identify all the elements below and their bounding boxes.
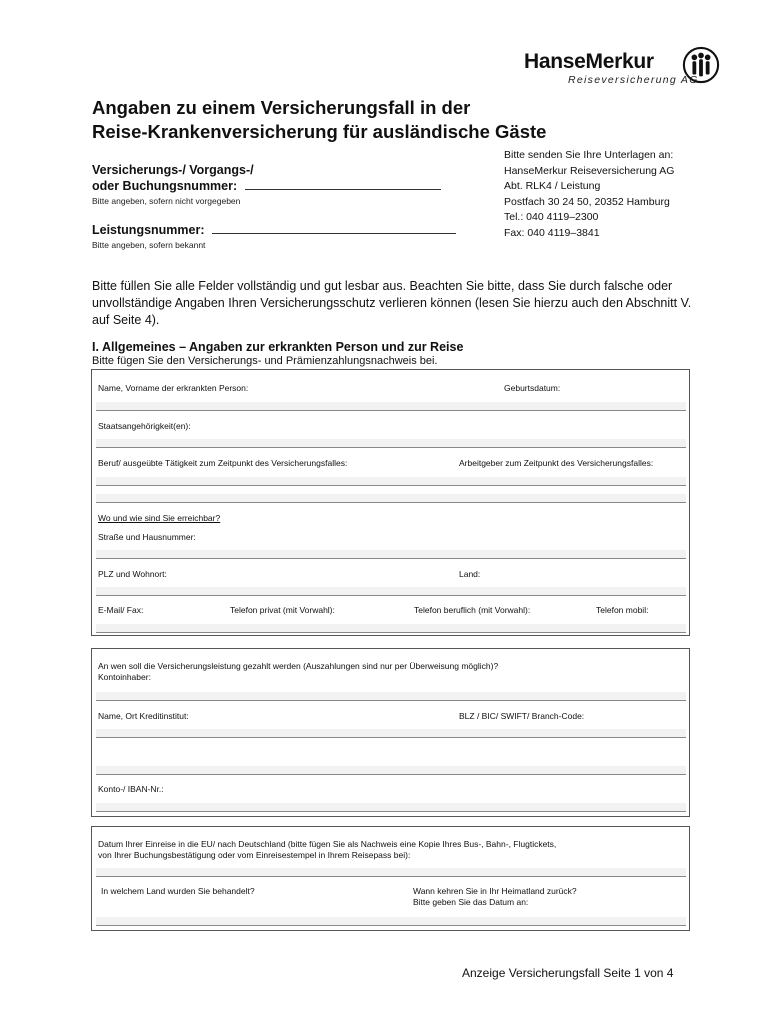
logo-name: HanseMerkur (524, 50, 654, 73)
zip-city-field[interactable] (96, 587, 686, 596)
employer-field[interactable] (96, 494, 686, 503)
street-field[interactable] (96, 550, 686, 559)
treatment-country-label: In welchem Land wurden Sie behandelt? (101, 886, 255, 896)
blz-field[interactable] (96, 766, 686, 775)
email-fax-label: E-Mail/ Fax: (98, 605, 144, 615)
employer-label: Arbeitgeber zum Zeitpunkt des Versicherungsfalles: (459, 458, 654, 468)
street-label: Straße und Hausnummer: (98, 532, 196, 542)
bank-label: Name, Ort Kreditinstitut: (98, 711, 189, 721)
zip-city-label: PLZ und Wohnort: (98, 569, 167, 579)
treatment-return-field[interactable] (96, 917, 686, 926)
name-label: Name, Vorname der erkrankten Person: (98, 383, 249, 393)
section-heading: I. Allgemeines – Angaben zur erkrankten Person und zur Reise (92, 340, 464, 354)
return-date-label-2: Bitte geben Sie das Datum an: (413, 897, 529, 907)
policy-number-row (92, 178, 472, 194)
postal-address: Bitte senden Sie Ihre Unterlagen an: HanseMerkur Reiseversicherung AG Abt. RLK4 / Leistung Postfach 30 24 50, 20352 Hamburg Tel.: 040 4119–2300 Fax: 040 4119–3841 (504, 149, 675, 239)
name-field[interactable] (96, 402, 686, 411)
return-date-label-1: Wann kehren Sie in Ihr Heimatland zurück? (413, 886, 577, 896)
country-label: Land: (459, 569, 481, 579)
entry-date-field[interactable] (96, 868, 686, 877)
account-holder-field[interactable] (96, 692, 686, 701)
phone-mobile-label: Telefon mobil: (596, 605, 649, 615)
policy-number-label-1: Versicherungs-/ Vorgangs-/ (92, 163, 254, 177)
service-number-field[interactable] (212, 223, 456, 234)
entry-date-label-1: Datum Ihrer Einreise in die EU/ nach Deutschland (bitte fügen Sie als Nachweis eine Kopie Ihres Bus-, Bahn-, Flugtickets, (98, 839, 557, 849)
job-label: Beruf/ ausgeübte Tätigkeit zum Zeitpunkt des Versicherungsfalles: (98, 458, 348, 468)
entry-date-label-2: von Ihrer Buchungsbestätigung oder vom Einreisestempel in Ihrem Reisepass bei): (98, 850, 411, 860)
service-number-label: Leistungsnummer: (92, 223, 205, 237)
page-footer: Anzeige Versicherungsfall Seite 1 von 4 (462, 966, 674, 980)
policy-number-label-2: oder Buchungsnummer: (92, 179, 238, 193)
phone-private-label: Telefon privat (mit Vorwahl): (230, 605, 335, 615)
service-number-row (92, 222, 472, 238)
policy-number-field[interactable] (245, 179, 441, 190)
account-holder-label: Kontoinhaber: (98, 672, 151, 682)
page-title: Angaben zu einem Versicherungsfall in der Reise-Krankenversicherung für ausländische Gäste (92, 97, 547, 142)
section-subheading: Bitte fügen Sie den Versicherungs- und Prämienzahlungsnachweis bei. (92, 355, 438, 367)
blz-label: BLZ / BIC/ SWIFT/ Branch-Code: (459, 711, 585, 721)
reachability-heading: Wo und wie sind Sie erreichbar? (98, 513, 221, 523)
payment-question: An wen soll die Versicherungsleistung gezahlt werden (Auszahlungen sind nur per Überweisung möglich)? (98, 661, 499, 671)
phone-work-label: Telefon beruflich (mit Vorwahl): (414, 605, 531, 615)
logo-subtitle: Reiseversicherung AG (568, 74, 699, 86)
bank-field[interactable] (96, 729, 686, 738)
contact-field[interactable] (96, 624, 686, 633)
service-number-hint: Bitte angeben, sofern bekannt (92, 240, 206, 250)
company-logo (524, 44, 724, 94)
job-field[interactable] (96, 477, 686, 486)
iban-field[interactable] (96, 803, 686, 812)
iban-label: Konto-/ IBAN-Nr.: (98, 784, 164, 794)
people-circle-icon (682, 46, 720, 84)
policy-number-hint: Bitte angeben, sofern nicht vorgegeben (92, 196, 241, 206)
nationality-label: Staatsangehörigkeit(en): (98, 421, 191, 431)
nationality-field[interactable] (96, 439, 686, 448)
intro-text: Bitte füllen Sie alle Felder vollständig und gut lesbar aus. Beachten Sie bitte, dass Sie durch falsche oder unvollständige Angaben Ihren Versicherungsschutz verlieren können (lesen Sie hierzu auch den Abschnitt V. auf Seite 4). (92, 279, 692, 327)
birthdate-label: Geburtsdatum: (504, 383, 561, 393)
